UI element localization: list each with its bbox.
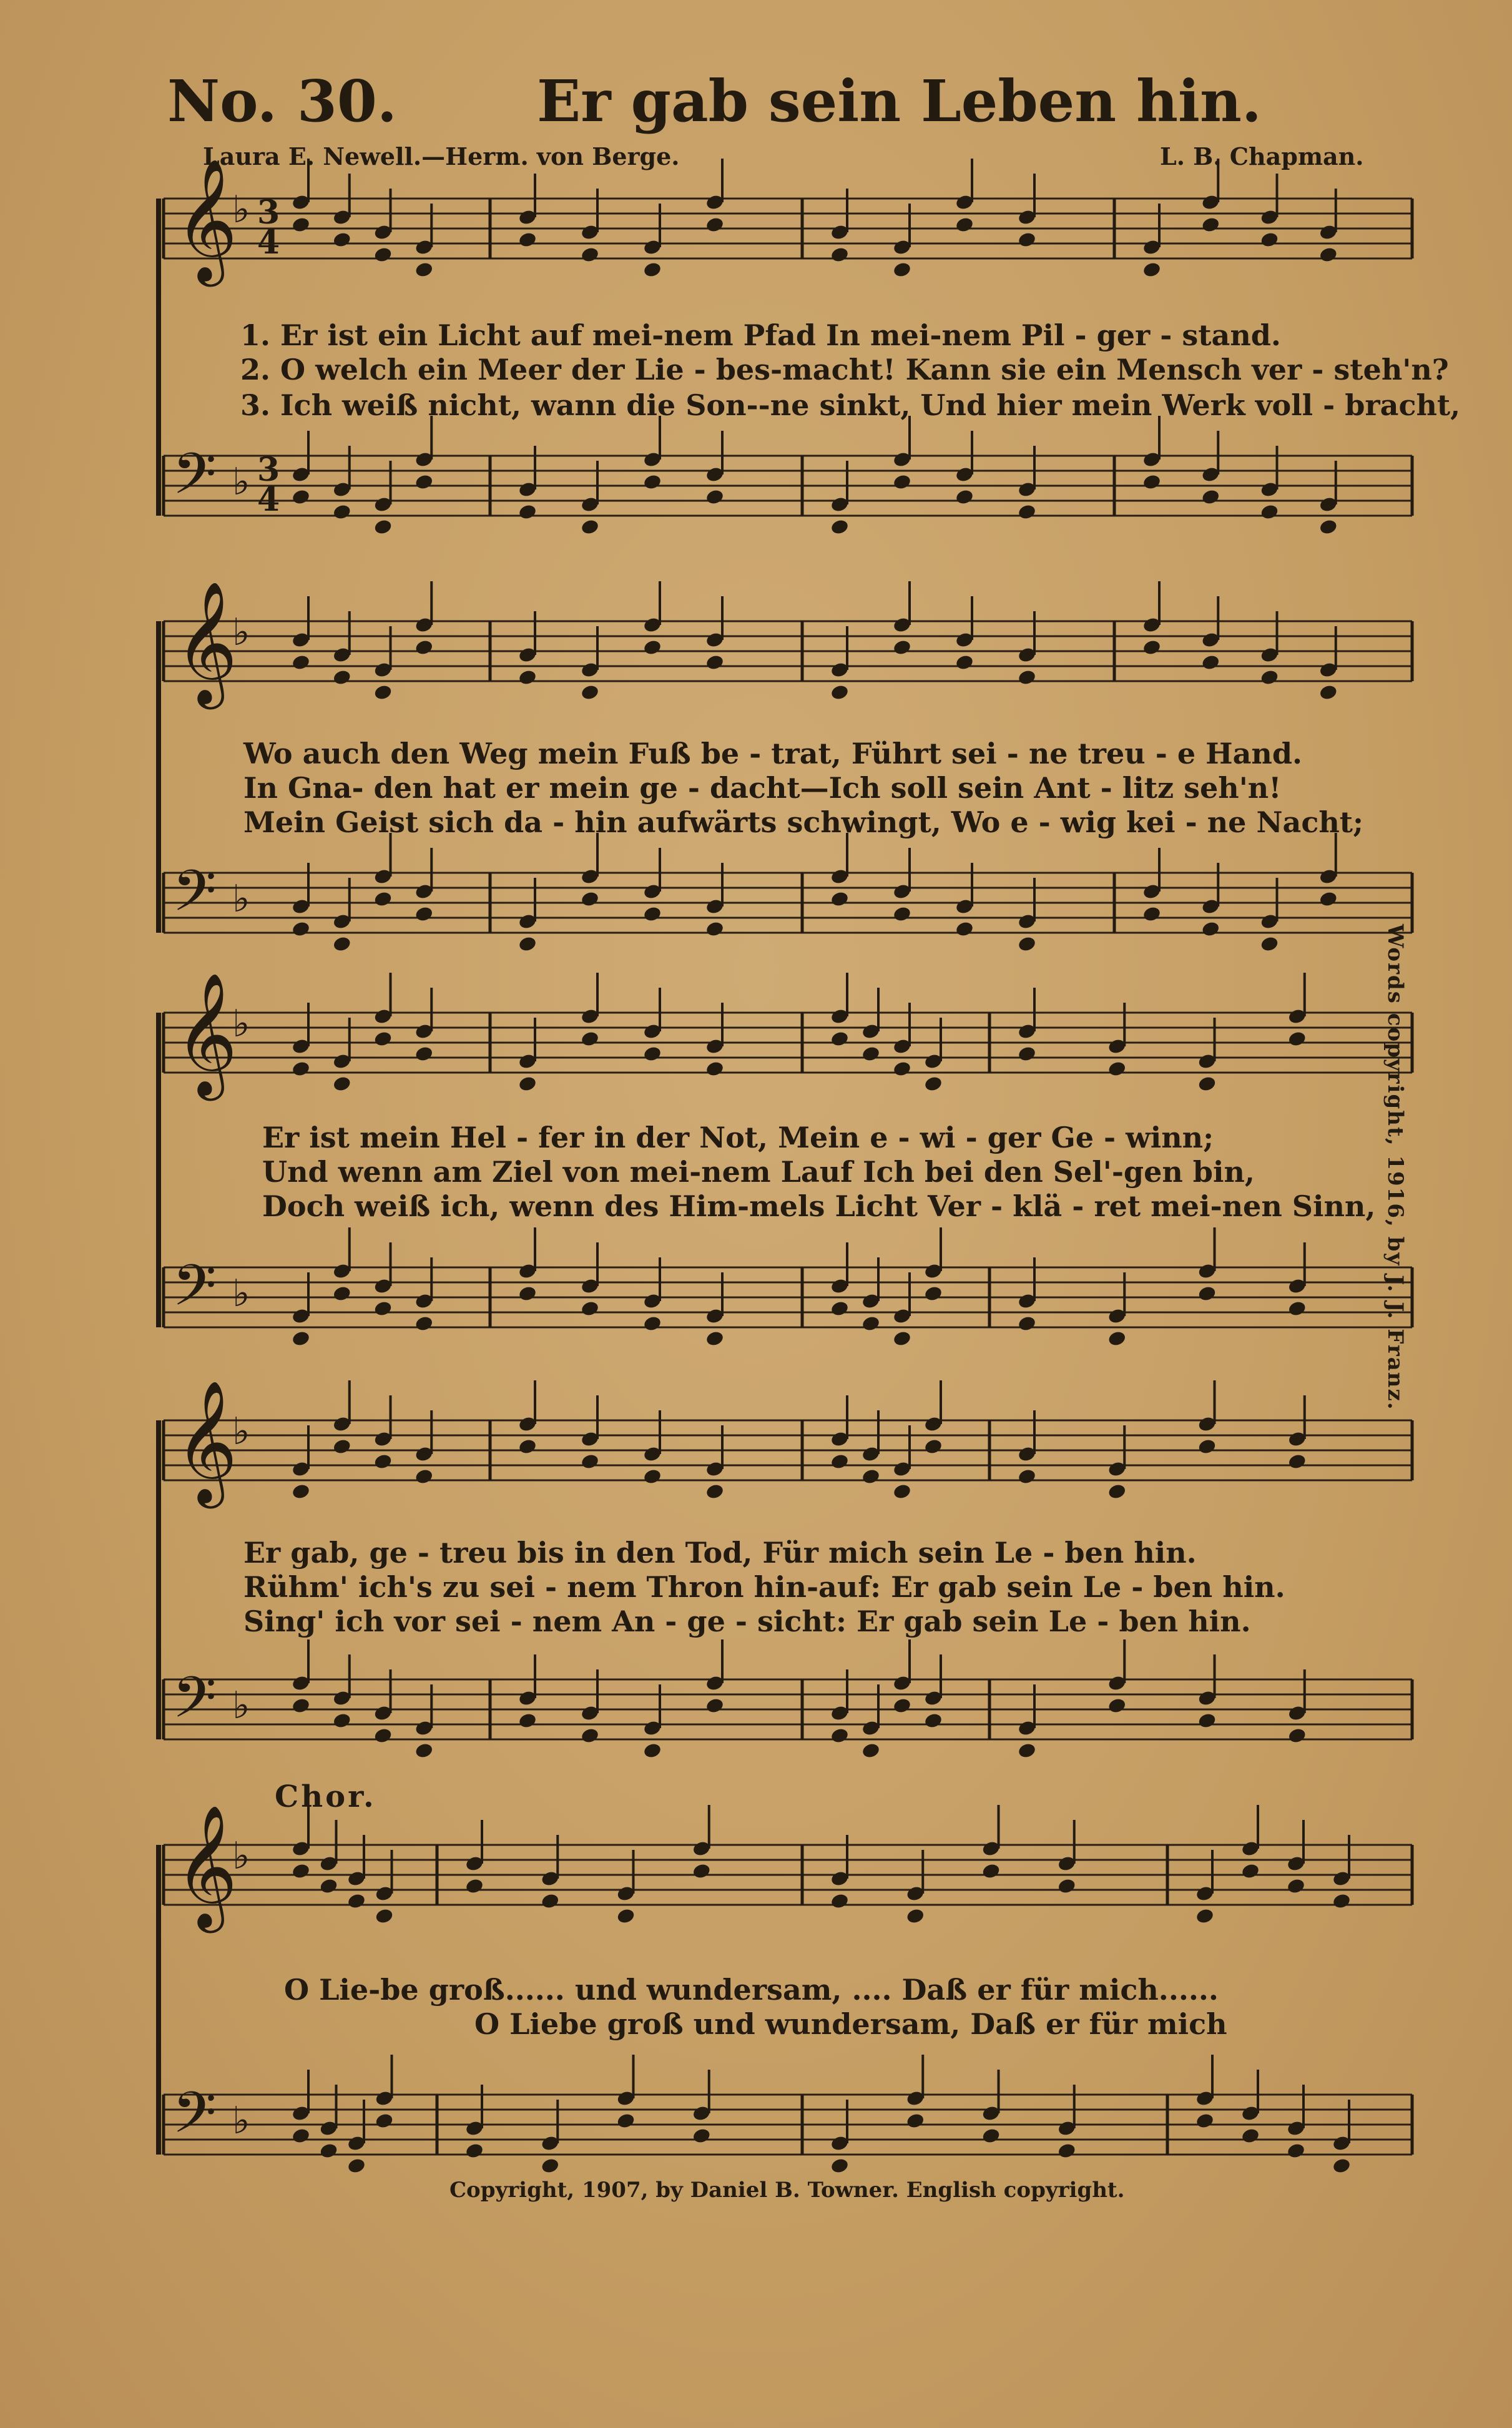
note-head xyxy=(892,1697,911,1714)
note-head xyxy=(1197,1285,1217,1302)
note-head xyxy=(580,1030,599,1048)
treble-clef-icon: 𝄞 xyxy=(175,1380,238,1503)
note-head xyxy=(580,684,599,701)
note-head xyxy=(373,518,393,536)
note-head xyxy=(1197,1075,1217,1093)
words-copyright: Words copyright, 1916, by J. J. Franz. xyxy=(1383,924,1408,1411)
verse3-line3: Doch weiß ich, wenn des Him-mels Licht Ver - klä - ret mei-nen Sinn, xyxy=(262,1189,1376,1223)
note-head xyxy=(1286,1877,1305,1895)
note-head xyxy=(1195,2112,1214,2130)
note-head xyxy=(892,261,911,278)
note-head xyxy=(923,1438,943,1455)
note-head xyxy=(518,935,537,953)
note-head xyxy=(373,684,393,701)
note-head xyxy=(705,1697,724,1714)
note-head xyxy=(1017,503,1036,521)
note-head xyxy=(332,669,351,686)
flat-key-icon: ♭ xyxy=(232,611,250,654)
chorus-line-2: O Liebe groß und wundersam, Daß er für mich xyxy=(474,2007,1227,2041)
note-head xyxy=(1057,1877,1076,1895)
note-head xyxy=(346,2157,366,2175)
treble-clef-icon: 𝄞 xyxy=(175,581,238,704)
note-head xyxy=(892,639,911,656)
note-head xyxy=(1107,1483,1127,1500)
note-head xyxy=(375,1907,394,1925)
note-head xyxy=(955,654,974,671)
note-head xyxy=(580,1300,599,1317)
composer-credit: L. B. Chapman. xyxy=(1160,142,1364,170)
note-head xyxy=(642,473,662,491)
note-head xyxy=(692,1862,711,1880)
note-head xyxy=(642,1742,662,1759)
note-head xyxy=(955,920,974,938)
note-head xyxy=(332,1438,351,1455)
verse1-line2: Wo auch den Weg mein Fuß be - trat, Führt sei - ne treu - e Hand. xyxy=(243,737,1303,770)
note-head xyxy=(705,1060,724,1078)
note-head xyxy=(830,1892,849,1910)
note-head xyxy=(1017,669,1036,686)
note-head xyxy=(861,1315,880,1332)
note-head xyxy=(291,1060,310,1078)
note-head xyxy=(541,1892,560,1910)
note-head xyxy=(955,216,974,233)
note-head xyxy=(1260,503,1279,521)
note-head xyxy=(892,1330,911,1347)
note-head xyxy=(346,1892,366,1910)
note-head xyxy=(705,216,724,233)
note-head xyxy=(415,1315,434,1332)
note-head xyxy=(1057,2142,1076,2160)
note-head xyxy=(830,2157,849,2175)
note-head xyxy=(1201,216,1220,233)
note-head xyxy=(1286,2142,1305,2160)
note-head xyxy=(291,1330,310,1347)
bass-clef-icon: 𝄢 xyxy=(172,441,217,521)
note-head xyxy=(830,890,849,908)
note-head xyxy=(415,639,434,656)
flat-key-icon: ♭ xyxy=(232,2099,250,2143)
lyricist-credit: Laura E. Newell.—Herm. von Berge. xyxy=(203,142,680,170)
note-head xyxy=(830,1727,849,1744)
note-head xyxy=(705,1483,724,1500)
note-head xyxy=(291,920,310,938)
note-head xyxy=(518,1712,537,1729)
note-head xyxy=(705,1330,724,1347)
note-head xyxy=(923,1075,943,1093)
note-head xyxy=(1318,518,1338,536)
note-head xyxy=(332,503,351,521)
note-head xyxy=(375,2112,394,2130)
note-head xyxy=(1260,231,1279,248)
note-head xyxy=(1142,639,1161,656)
note-head xyxy=(642,905,662,923)
note-head xyxy=(580,246,599,263)
note-head xyxy=(892,473,911,491)
note-head xyxy=(861,1045,880,1063)
verse1-line3: Er ist mein Hel - fer in der Not, Mein e - wi - ger Ge - winn; xyxy=(262,1121,1214,1154)
time-signature: 4 xyxy=(257,481,280,519)
note-head xyxy=(906,1907,925,1925)
note-head xyxy=(580,1727,599,1744)
note-head xyxy=(955,488,974,506)
note-head xyxy=(373,1453,393,1470)
note-head xyxy=(1201,920,1220,938)
note-head xyxy=(518,1075,537,1093)
treble-clef-icon: 𝄞 xyxy=(175,1804,238,1928)
note-head xyxy=(1017,231,1036,248)
note-head xyxy=(373,246,393,263)
note-head xyxy=(518,669,537,686)
note-head xyxy=(642,1315,662,1332)
note-head xyxy=(291,1862,310,1880)
hymn-title: Er gab sein Leben hin. xyxy=(537,67,1262,135)
note-head xyxy=(291,216,310,233)
note-head xyxy=(464,2142,484,2160)
note-head xyxy=(1017,1742,1036,1759)
note-head xyxy=(332,1285,351,1302)
bass-clef-icon: 𝄢 xyxy=(172,1664,217,1744)
note-head xyxy=(373,1727,393,1744)
note-head xyxy=(923,1285,943,1302)
note-head xyxy=(332,231,351,248)
note-head xyxy=(642,261,662,278)
note-head xyxy=(1197,1438,1217,1455)
note-head xyxy=(1287,1453,1307,1470)
hymn-number: No. 30. xyxy=(167,67,397,135)
note-head xyxy=(1201,654,1220,671)
note-head xyxy=(541,2157,560,2175)
note-head xyxy=(415,1045,434,1063)
note-head xyxy=(518,1285,537,1302)
note-head xyxy=(861,1742,880,1759)
note-head xyxy=(332,1712,351,1729)
verse3-line2: Mein Geist sich da - hin aufwärts schwingt, Wo e - wig kei - ne Nacht; xyxy=(243,805,1363,839)
flat-key-icon: ♭ xyxy=(232,188,250,232)
note-head xyxy=(923,1712,943,1729)
chorus-label: Chor. xyxy=(275,1779,376,1814)
note-head xyxy=(580,890,599,908)
verse3-line4: Sing' ich vor sei - nem An - ge - sicht: Er gab sein Le - ben hin. xyxy=(243,1605,1251,1638)
verse1-line4: Er gab, ge - treu bis in den Tod, Für mich sein Le - ben hin. xyxy=(243,1536,1197,1570)
note-head xyxy=(892,905,911,923)
note-head xyxy=(291,488,310,506)
note-head xyxy=(1017,935,1036,953)
flat-key-icon: ♭ xyxy=(232,877,250,921)
verse2-line1: 2. O welch ein Meer der Lie - bes-macht! Kann sie ein Mensch ver - steh'n? xyxy=(240,353,1449,386)
copyright-footer: Copyright, 1907, by Daniel B. Towner. English copyright. xyxy=(449,2178,1125,2203)
note-head xyxy=(830,1300,849,1317)
note-head xyxy=(692,2127,711,2145)
note-head xyxy=(1142,473,1161,491)
note-head xyxy=(830,518,849,536)
note-head xyxy=(1107,1060,1127,1078)
chorus-line-1: O Lie-be groß...... und wundersam, .... Daß er für mich...... xyxy=(284,1973,1219,2007)
note-head xyxy=(1260,935,1279,953)
note-head xyxy=(1197,1712,1217,1729)
note-head xyxy=(415,473,434,491)
flat-key-icon: ♭ xyxy=(232,460,250,504)
note-head xyxy=(705,488,724,506)
note-head xyxy=(906,2112,925,2130)
note-head xyxy=(1332,1892,1351,1910)
treble-clef-icon: 𝄞 xyxy=(175,158,238,282)
note-head xyxy=(1240,2127,1260,2145)
note-head xyxy=(1142,905,1161,923)
note-head xyxy=(373,1030,393,1048)
bass-clef-icon: 𝄢 xyxy=(172,1252,217,1332)
verse2-line4: Rühm' ich's zu sei - nem Thron hin-auf: Er gab sein Le - ben hin. xyxy=(243,1570,1285,1604)
note-head xyxy=(464,1877,484,1895)
verse1-line1: 1. Er ist ein Licht auf mei-nem Pfad In mei-nem Pil - ger - stand. xyxy=(240,318,1281,352)
note-head xyxy=(642,1468,662,1485)
note-head xyxy=(1142,261,1161,278)
note-head xyxy=(415,1468,434,1485)
flat-key-icon: ♭ xyxy=(232,1272,250,1315)
note-head xyxy=(518,1438,537,1455)
note-head xyxy=(1287,1030,1307,1048)
time-signature: 4 xyxy=(257,224,280,262)
note-head xyxy=(319,1877,338,1895)
time-signature: 3 xyxy=(257,451,280,489)
note-head xyxy=(291,1483,310,1500)
note-head xyxy=(830,684,849,701)
note-head xyxy=(1201,488,1220,506)
note-head xyxy=(1240,1862,1260,1880)
note-head xyxy=(1107,1330,1127,1347)
note-head xyxy=(319,2142,338,2160)
note-head xyxy=(1332,2157,1351,2175)
note-head xyxy=(332,1075,351,1093)
note-head xyxy=(580,1453,599,1470)
note-head xyxy=(1195,1907,1214,1925)
note-head xyxy=(415,261,434,278)
note-head xyxy=(518,503,537,521)
note-head xyxy=(1260,669,1279,686)
flat-key-icon: ♭ xyxy=(232,1410,250,1453)
note-head xyxy=(705,654,724,671)
verse2-line2: In Gna- den hat er mein ge - dacht—Ich soll sein Ant - litz seh'n! xyxy=(243,771,1282,805)
note-head xyxy=(892,1483,911,1500)
note-head xyxy=(518,231,537,248)
note-head xyxy=(291,1697,310,1714)
note-head xyxy=(373,1300,393,1317)
flat-key-icon: ♭ xyxy=(232,1834,250,1878)
note-head xyxy=(580,518,599,536)
note-head xyxy=(332,935,351,953)
flat-key-icon: ♭ xyxy=(232,1684,250,1728)
bass-clef-icon: 𝄢 xyxy=(172,2080,217,2160)
note-head xyxy=(981,2127,1001,2145)
note-head xyxy=(830,246,849,263)
note-head xyxy=(1287,1727,1307,1744)
note-head xyxy=(1017,1045,1036,1063)
note-head xyxy=(1318,684,1338,701)
note-head xyxy=(291,654,310,671)
note-head xyxy=(981,1862,1001,1880)
bass-clef-icon: 𝄢 xyxy=(172,858,217,938)
note-head xyxy=(616,2112,636,2130)
flat-key-icon: ♭ xyxy=(232,1002,250,1046)
note-head xyxy=(705,920,724,938)
note-head xyxy=(415,1742,434,1759)
note-head xyxy=(1017,1315,1036,1332)
note-head xyxy=(1287,1300,1307,1317)
note-head xyxy=(415,905,434,923)
verse2-line3: Und wenn am Ziel von mei-nem Lauf Ich bei den Sel'-gen bin, xyxy=(262,1155,1255,1189)
note-head xyxy=(830,1030,849,1048)
note-head xyxy=(892,1060,911,1078)
note-head xyxy=(642,639,662,656)
note-head xyxy=(1318,890,1338,908)
verse3-line1: 3. Ich weiß nicht, wann die Son--ne sinkt, Und hier mein Werk voll - bracht, xyxy=(240,388,1461,422)
note-head xyxy=(616,1907,636,1925)
time-signature: 3 xyxy=(257,194,280,232)
note-head xyxy=(1318,246,1338,263)
note-head xyxy=(1017,1468,1036,1485)
note-head xyxy=(291,2127,310,2145)
note-head xyxy=(373,890,393,908)
treble-clef-icon: 𝄞 xyxy=(175,972,238,1096)
note-head xyxy=(830,1453,849,1470)
note-head xyxy=(1107,1697,1127,1714)
note-head xyxy=(642,1045,662,1063)
note-head xyxy=(861,1468,880,1485)
